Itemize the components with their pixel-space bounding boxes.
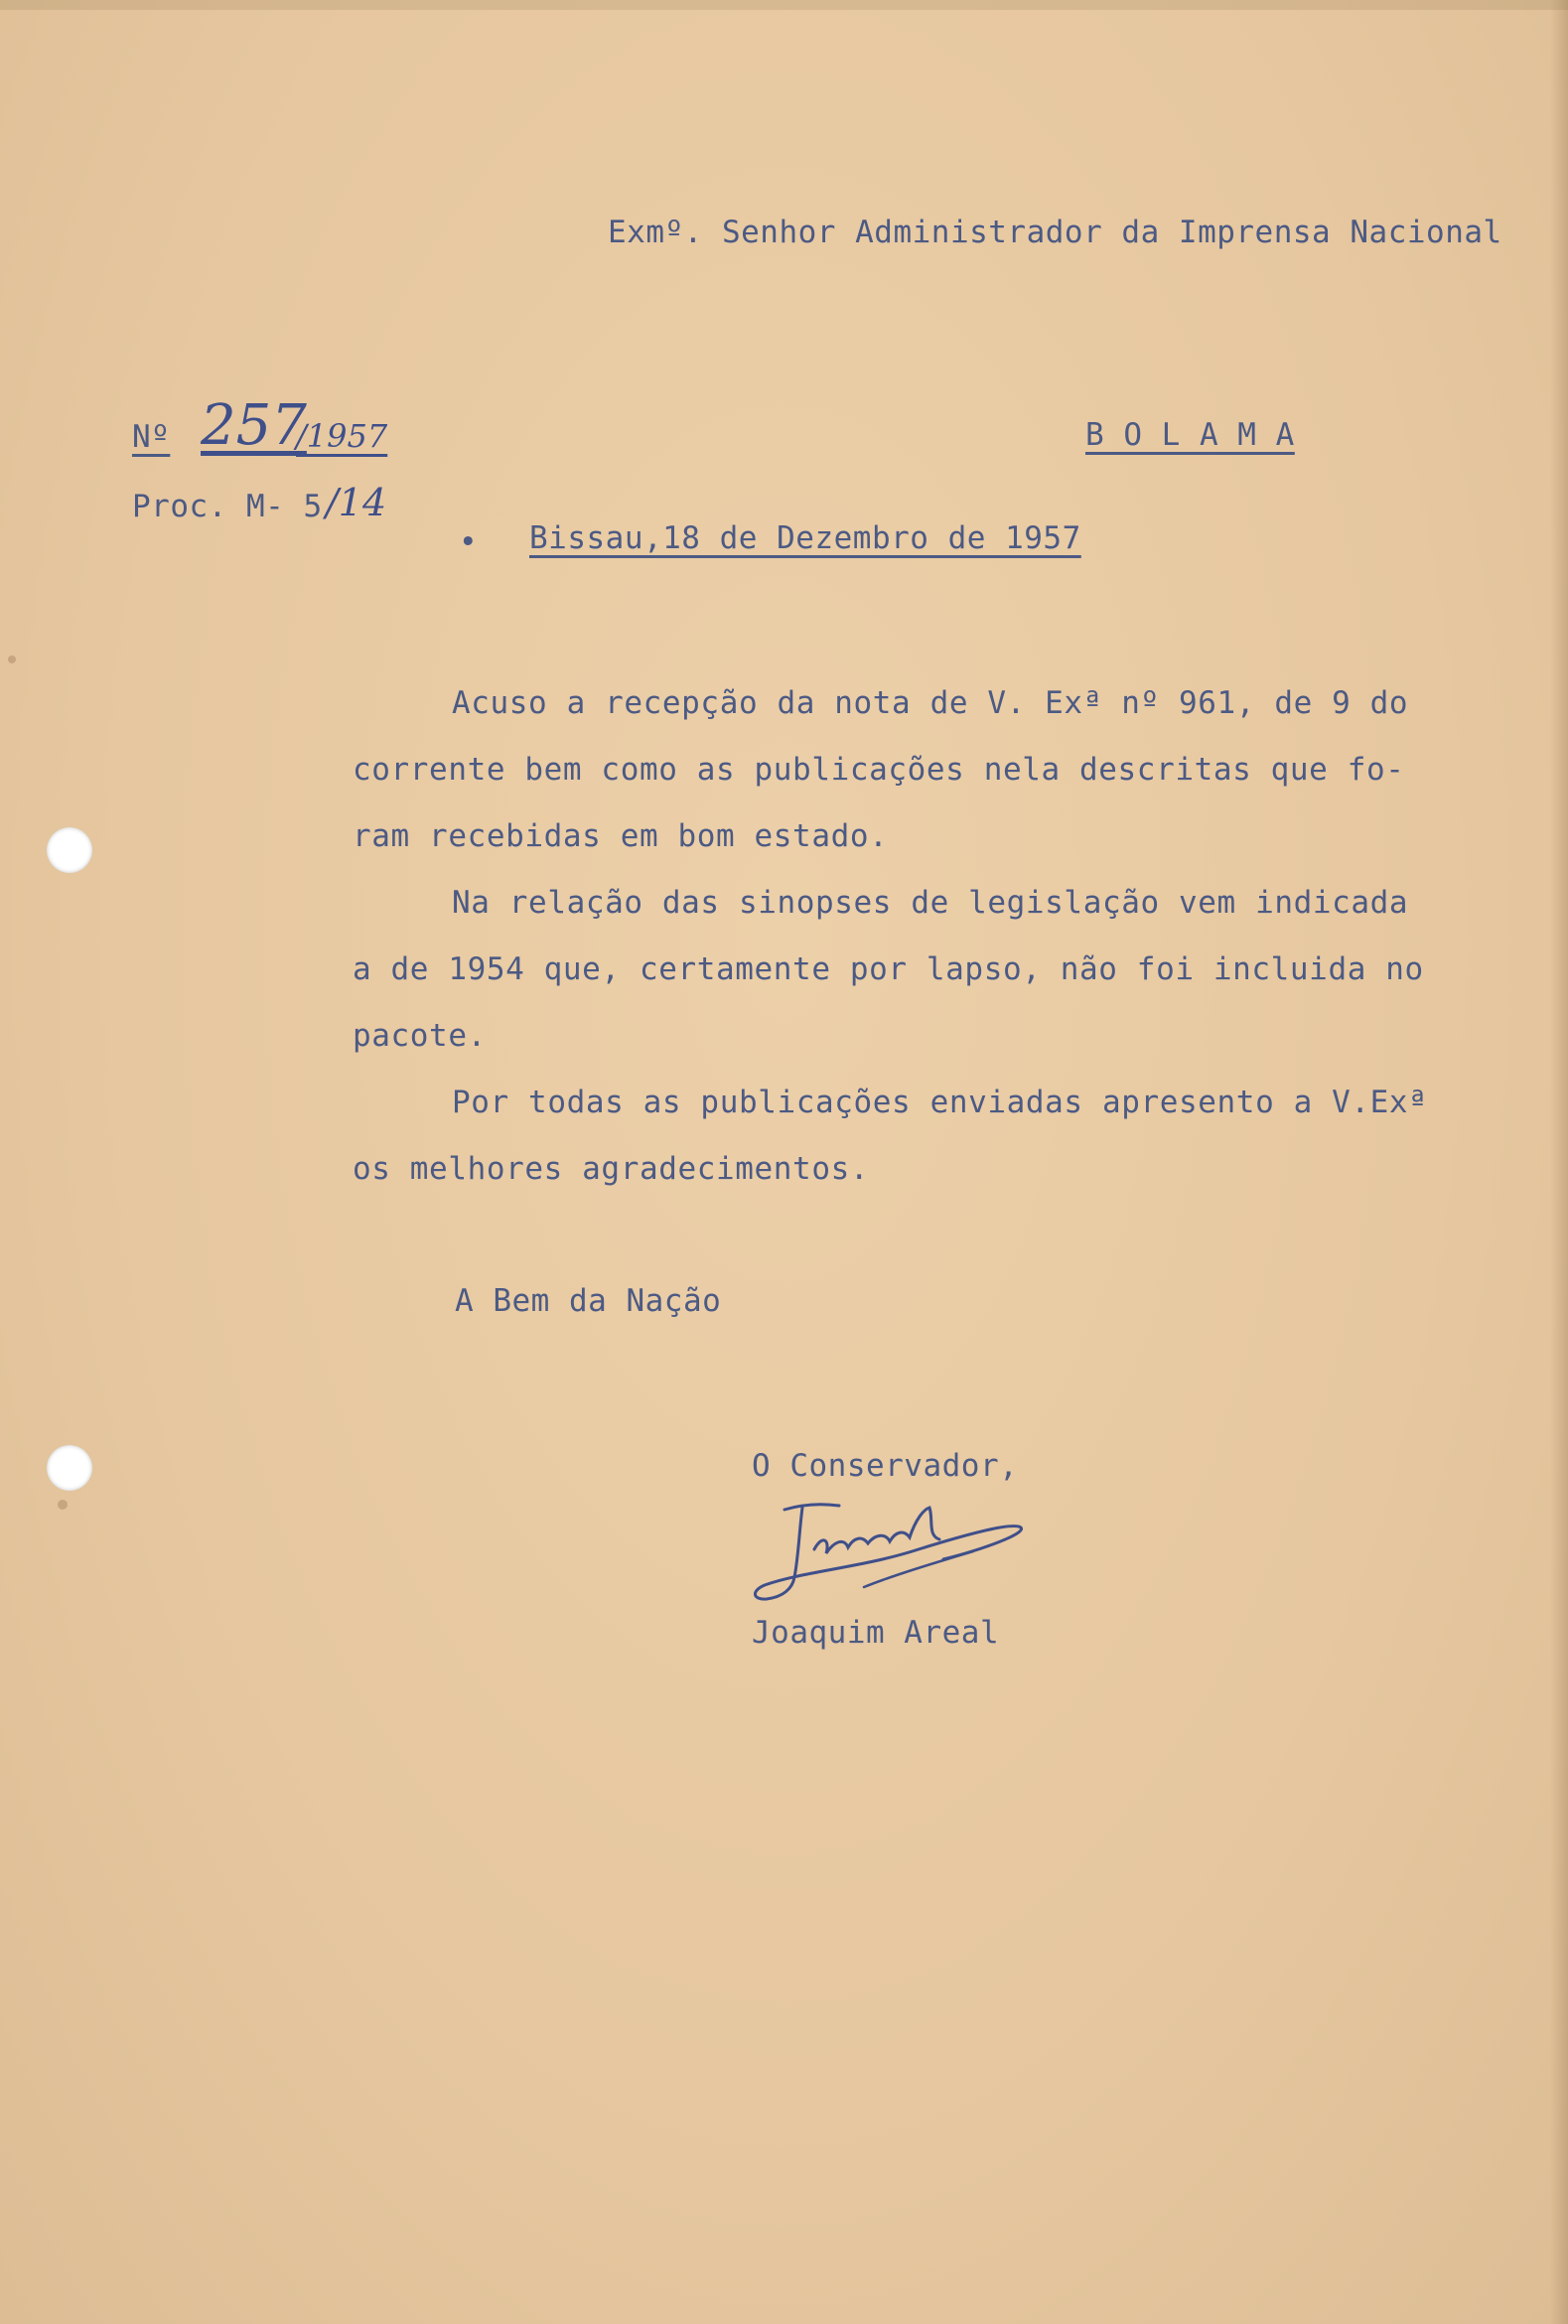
signer-name: Joaquim Areal (752, 1615, 1000, 1651)
punch-hole-lower (47, 1445, 92, 1491)
reference-year-handwritten: /1957 (296, 417, 388, 455)
stain-spot (58, 1500, 68, 1510)
closing-formula: A Bem da Nação (455, 1283, 722, 1319)
signer-title: O Conservador, (752, 1448, 1019, 1484)
place-and-date: Bissau,18 de Dezembro de 1957 (529, 520, 1081, 556)
reference-number-handwritten: 257 (201, 393, 307, 458)
page-edge-shadow (1550, 0, 1568, 2324)
body-line-6: pacote. (353, 1018, 487, 1054)
body-line-8: os melhores agradecimentos. (353, 1151, 870, 1187)
page-top-shadow (0, 0, 1568, 10)
reference-prefix: Nº (132, 419, 171, 455)
body-line-3: ram recebidas em bom estado. (353, 818, 889, 854)
handwritten-signature (745, 1480, 1043, 1624)
body-line-7: Por todas as publicações enviadas apresento a V.Exª (452, 1085, 1428, 1120)
stain-spot (8, 655, 16, 663)
process-label: Proc. M- 5 (132, 489, 323, 524)
body-line-5: a de 1954 que, certamente por lapso, não foi incluida no (353, 951, 1424, 987)
destination-bolama: B O L A M A (1085, 417, 1295, 453)
body-line-1: Acuso a recepção da nota de V. Exª nº 961, de 9 do (452, 685, 1409, 721)
addressee-line: Exmº. Senhor Administrador da Imprensa Nacional (608, 215, 1502, 250)
process-number-handwritten: /14 (326, 481, 387, 524)
body-line-2: corrente bem como as publicações nela descritas que fo- (353, 752, 1405, 788)
body-line-4: Na relação das sinopses de legislação vem indicada (452, 885, 1409, 921)
bullet-mark: • (459, 524, 479, 560)
punch-hole-upper (47, 827, 92, 873)
